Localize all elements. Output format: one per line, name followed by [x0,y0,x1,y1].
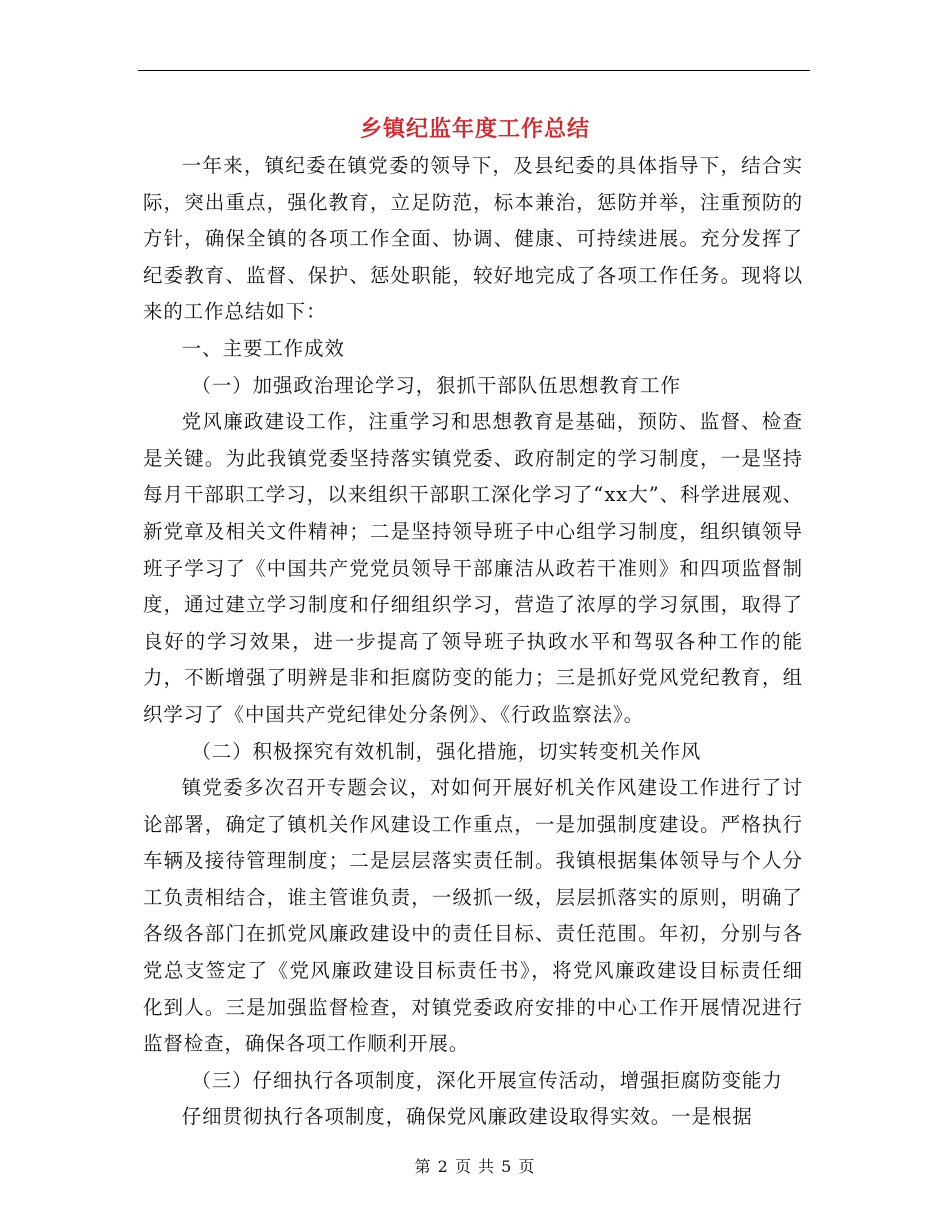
document-body [143,148,803,1136]
subsection-heading-1: （一）加强政治理论学习，狠抓干部队伍思想教育工作 [191,373,681,397]
subsection-heading-3: （三）仔细执行各项制度，深化开展宣传活动，增强拒腐防变能力 [191,1068,783,1092]
paragraph-work-style: 镇党委多次召开专题会议，对如何开展好机关作风建设工作进行了讨论部署，确定了镇机关作风建设工作重点，一是加强制度建设。严格执行车辆及接待管理制度；二是层层落实责任制。我镇根据集体领导与个人分工负责相结合，谁主管谁负责，一级抓一级，层层抓落实的原则，明确了各级各部门在抓党风廉政建设中的责任目标、责任范围。年初，分别与各党总支签定了《党风廉政建设目标责任书》，将党风廉政建设目标责任细化到人。三是加强监督检查，对镇党委政府安排的中心工作开展情况进行监督检查，确保各项工作顺利开展。 [143,776,803,1056]
page-number: 第 2 页 共 5 页 [414,1157,536,1176]
paragraph-study: 党风廉政建设工作，注重学习和思想教育是基础，预防、监督、检查是关键。为此我镇党委坚持落实镇党委、政府制定的学习制度，一是坚持每月干部职工学习，以来组织干部职工深化学习了“xx大”、科学进展观、新党章及相关文件精神；二是坚持领导班子中心组学习制度，组织镇领导班子学习了《中国共产党党员领导干部廉洁从政若干准则》和四项监督制度，通过建立学习制度和仔细组织学习，营造了浓厚的学习氛围，取得了良好的学习效果，进一步提高了领导班子执政水平和驾驭各种工作的能力，不断增强了明辨是非和拒腐防变的能力；三是抓好党风党纪教育，组织学习了《中国共产党纪律处分条例》、《行政监察法》。 [143,410,803,726]
paragraph-systems: 仔细贯彻执行各项制度，确保党风廉政建设取得实效。一是根据 [181,1105,753,1129]
paragraph-intro: 一年来，镇纪委在镇党委的领导下，及县纪委的具体指导下，结合实际，突出重点，强化教育，立足防范，标本兼治，惩防并举，注重预防的方针，确保全镇的各项工作全面、协调、健康、可持续进展。充分发挥了纪委教育、监督、保护、惩处职能，较好地完成了各项工作任务。现将以来的工作总结如下： [143,154,803,324]
subsection-heading-2: （二）积极探究有效机制，强化措施，切实转变机关作风 [191,739,702,763]
header-rule [138,70,810,71]
document-title: 乡镇纪监年度工作总结 [359,116,590,142]
section-heading-main-results: 一、主要工作成效 [181,336,345,360]
